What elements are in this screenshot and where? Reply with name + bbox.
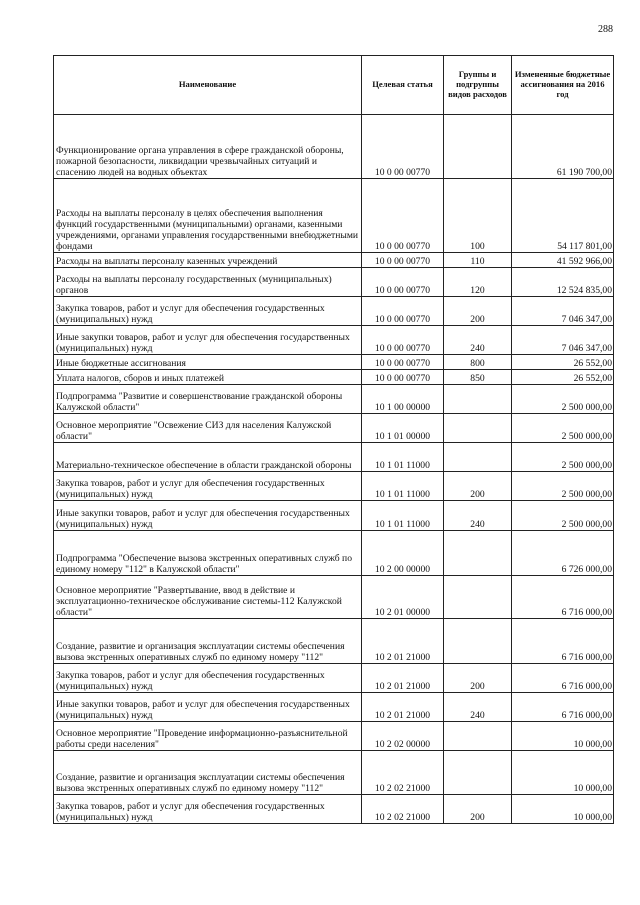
row-target-code: 10 1 00 00000 bbox=[362, 385, 444, 414]
row-target-code: 10 0 00 00770 bbox=[362, 115, 444, 179]
row-group-code bbox=[444, 722, 512, 751]
row-target-code: 10 0 00 00770 bbox=[362, 268, 444, 297]
row-name: Уплата налогов, сборов и иных платежей bbox=[54, 370, 362, 385]
row-amount: 54 117 801,00 bbox=[512, 179, 614, 253]
row-target-code: 10 1 01 11000 bbox=[362, 443, 444, 472]
row-amount: 6 726 000,00 bbox=[512, 531, 614, 576]
row-group-code: 100 bbox=[444, 179, 512, 253]
row-name: Иные закупки товаров, работ и услуг для обеспечения государственных (муниципальных) нужд bbox=[54, 693, 362, 722]
row-target-code: 10 0 00 00770 bbox=[362, 326, 444, 355]
row-amount: 2 500 000,00 bbox=[512, 472, 614, 501]
row-name: Функционирование органа управления в сфере гражданской обороны, пожарной безопасности, ликвидации чрезвычайных ситуаций и спасению людей на водных объектах bbox=[54, 115, 362, 179]
row-target-code: 10 0 00 00770 bbox=[362, 297, 444, 326]
table-row bbox=[54, 115, 614, 179]
row-amount: 6 716 000,00 bbox=[512, 664, 614, 693]
row-name: Создание, развитие и организация эксплуатации системы обеспечения вызова экстренных оперативных служб по единому номеру "112" bbox=[54, 751, 362, 795]
page-number: 288 bbox=[598, 24, 613, 35]
row-target-code: 10 2 02 21000 bbox=[362, 751, 444, 795]
header-amount: Измененные бюджетные ассигнования на 2016 год bbox=[512, 56, 614, 115]
budget-table bbox=[53, 55, 614, 824]
table-row bbox=[54, 795, 614, 824]
row-target-code: 10 2 02 21000 bbox=[362, 795, 444, 824]
table-row bbox=[54, 472, 614, 501]
row-group-code: 200 bbox=[444, 795, 512, 824]
row-name: Закупка товаров, работ и услуг для обеспечения государственных (муниципальных) нужд bbox=[54, 297, 362, 326]
row-name: Расходы на выплаты персоналу государственных (муниципальных) органов bbox=[54, 268, 362, 297]
row-target-code: 10 2 01 21000 bbox=[362, 664, 444, 693]
row-target-code: 10 2 01 21000 bbox=[362, 619, 444, 664]
row-target-code: 10 0 00 00770 bbox=[362, 370, 444, 385]
table-row bbox=[54, 253, 614, 268]
table-header-row bbox=[54, 56, 614, 115]
row-group-code: 240 bbox=[444, 326, 512, 355]
row-amount: 7 046 347,00 bbox=[512, 326, 614, 355]
table-row bbox=[54, 751, 614, 795]
row-group-code: 850 bbox=[444, 370, 512, 385]
row-amount: 61 190 700,00 bbox=[512, 115, 614, 179]
table-row bbox=[54, 576, 614, 619]
table-row bbox=[54, 693, 614, 722]
table-row bbox=[54, 443, 614, 472]
header-name: Наименование bbox=[54, 56, 362, 115]
row-group-code: 240 bbox=[444, 501, 512, 531]
row-name: Расходы на выплаты персоналу казенных учреждений bbox=[54, 253, 362, 268]
row-target-code: 10 1 01 11000 bbox=[362, 472, 444, 501]
row-group-code: 200 bbox=[444, 297, 512, 326]
table-body bbox=[54, 115, 614, 824]
row-name: Подпрограмма "Обеспечение вызова экстренных оперативных служб по единому номеру "112" в Калужской области" bbox=[54, 531, 362, 576]
row-group-code: 200 bbox=[444, 664, 512, 693]
table-row bbox=[54, 664, 614, 693]
header-groups: Группы и подгруппы видов расходов bbox=[444, 56, 512, 115]
table-row bbox=[54, 619, 614, 664]
row-amount: 2 500 000,00 bbox=[512, 414, 614, 443]
row-amount: 12 524 835,00 bbox=[512, 268, 614, 297]
table-row bbox=[54, 370, 614, 385]
row-name: Основное мероприятие "Проведение информационно-разъяснительной работы среди населения" bbox=[54, 722, 362, 751]
row-target-code: 10 2 01 21000 bbox=[362, 693, 444, 722]
row-amount: 10 000,00 bbox=[512, 751, 614, 795]
row-name: Закупка товаров, работ и услуг для обеспечения государственных (муниципальных) нужд bbox=[54, 664, 362, 693]
table-row bbox=[54, 355, 614, 370]
row-group-code: 110 bbox=[444, 253, 512, 268]
table-row bbox=[54, 297, 614, 326]
row-amount: 26 552,00 bbox=[512, 370, 614, 385]
row-name: Иные бюджетные ассигнования bbox=[54, 355, 362, 370]
row-group-code bbox=[444, 619, 512, 664]
row-amount: 2 500 000,00 bbox=[512, 501, 614, 531]
row-amount: 6 716 000,00 bbox=[512, 576, 614, 619]
table-row bbox=[54, 268, 614, 297]
row-amount: 7 046 347,00 bbox=[512, 297, 614, 326]
table-row bbox=[54, 414, 614, 443]
table-row bbox=[54, 385, 614, 414]
row-target-code: 10 2 02 00000 bbox=[362, 722, 444, 751]
row-amount: 10 000,00 bbox=[512, 722, 614, 751]
row-group-code bbox=[444, 576, 512, 619]
row-name: Закупка товаров, работ и услуг для обеспечения государственных (муниципальных) нужд bbox=[54, 795, 362, 824]
row-target-code: 10 0 00 00770 bbox=[362, 179, 444, 253]
row-group-code bbox=[444, 414, 512, 443]
row-amount: 41 592 966,00 bbox=[512, 253, 614, 268]
row-target-code: 10 1 01 11000 bbox=[362, 501, 444, 531]
row-name: Закупка товаров, работ и услуг для обеспечения государственных (муниципальных) нужд bbox=[54, 472, 362, 501]
row-amount: 2 500 000,00 bbox=[512, 443, 614, 472]
table-row bbox=[54, 179, 614, 253]
row-name: Расходы на выплаты персоналу в целях обеспечения выполнения функций государственными (муниципальными) органами, казенными учреждениями, органами управления государственными внебюджетными фондами bbox=[54, 179, 362, 253]
row-name: Основное мероприятие "Развертывание, ввод в действие и эксплуатационно-техническое обслуживание системы-112 Калужской области" bbox=[54, 576, 362, 619]
row-target-code: 10 1 01 00000 bbox=[362, 414, 444, 443]
row-name: Создание, развитие и организация эксплуатации системы обеспечения вызова экстренных оперативных служб по единому номеру "112" bbox=[54, 619, 362, 664]
row-group-code: 200 bbox=[444, 472, 512, 501]
table-row bbox=[54, 722, 614, 751]
row-amount: 10 000,00 bbox=[512, 795, 614, 824]
row-amount: 26 552,00 bbox=[512, 355, 614, 370]
header-target: Целевая статья bbox=[362, 56, 444, 115]
row-target-code: 10 2 01 00000 bbox=[362, 576, 444, 619]
row-group-code bbox=[444, 443, 512, 472]
row-name: Основное мероприятие "Освежение СИЗ для населения Калужской области" bbox=[54, 414, 362, 443]
row-group-code bbox=[444, 115, 512, 179]
table-row bbox=[54, 501, 614, 531]
row-target-code: 10 0 00 00770 bbox=[362, 355, 444, 370]
row-group-code: 120 bbox=[444, 268, 512, 297]
row-amount: 2 500 000,00 bbox=[512, 385, 614, 414]
row-name: Иные закупки товаров, работ и услуг для обеспечения государственных (муниципальных) нужд bbox=[54, 326, 362, 355]
row-group-code bbox=[444, 385, 512, 414]
table-row bbox=[54, 326, 614, 355]
row-target-code: 10 2 00 00000 bbox=[362, 531, 444, 576]
row-name: Подпрограмма "Развитие и совершенствование гражданской обороны Калужской области" bbox=[54, 385, 362, 414]
row-group-code bbox=[444, 531, 512, 576]
row-target-code: 10 0 00 00770 bbox=[362, 253, 444, 268]
table-row bbox=[54, 531, 614, 576]
row-amount: 6 716 000,00 bbox=[512, 693, 614, 722]
row-amount: 6 716 000,00 bbox=[512, 619, 614, 664]
row-group-code bbox=[444, 751, 512, 795]
row-name: Материально-техническое обеспечение в области гражданской обороны bbox=[54, 443, 362, 472]
row-group-code: 800 bbox=[444, 355, 512, 370]
row-group-code: 240 bbox=[444, 693, 512, 722]
row-name: Иные закупки товаров, работ и услуг для обеспечения государственных (муниципальных) нужд bbox=[54, 501, 362, 531]
